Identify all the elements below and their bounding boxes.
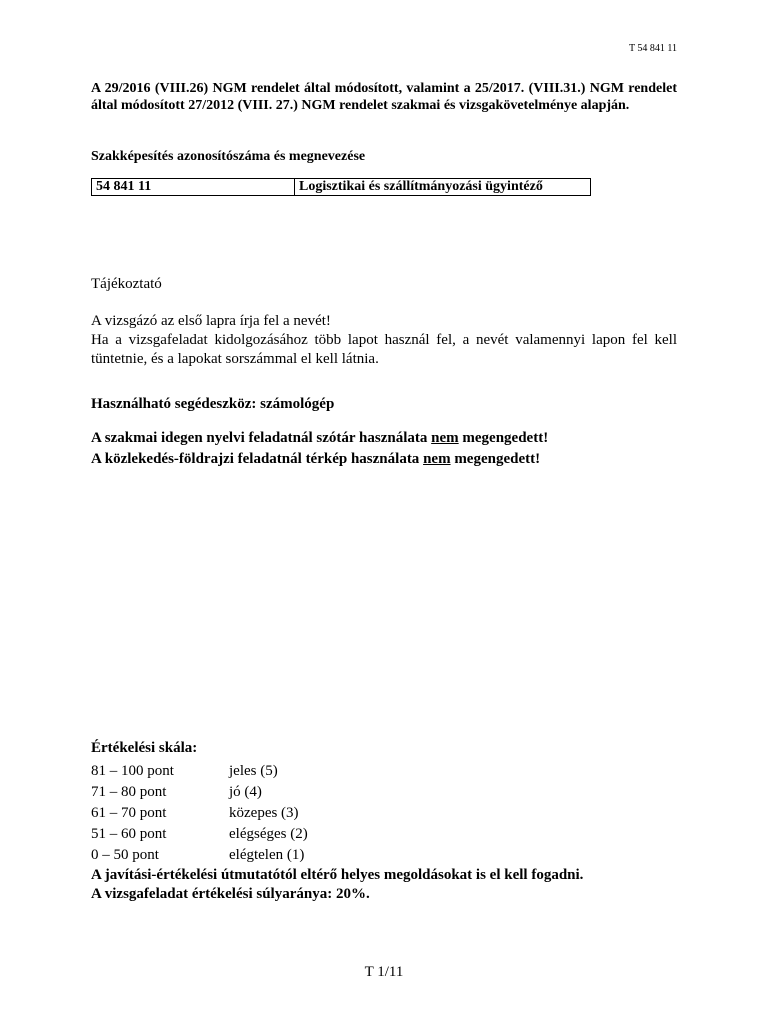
scale-range: 71 – 80 pont [91, 784, 167, 800]
warning-text-end: megengedett! [458, 430, 549, 446]
scale-range: 0 – 50 pont [91, 847, 159, 863]
info-body [91, 312, 677, 369]
scale-grade: jeles (5) [229, 763, 278, 779]
page-number: T 1/11 [364, 964, 404, 980]
qualification-table [91, 178, 591, 196]
map-warning [91, 451, 540, 468]
info-line-1: A vizsgázó az első lapra írja fel a nevét! [91, 313, 331, 329]
info-heading: Tájékoztató [91, 276, 162, 292]
scale-row [91, 761, 308, 782]
grading-scale-title: Értékelési skála: [91, 740, 198, 756]
final-notes [91, 866, 583, 904]
document-code: T 54 841 11 [628, 43, 677, 54]
weight-note: A vizsgafeladat értékelési súlyaránya: 20%. [91, 886, 370, 902]
scale-range: 51 – 60 pont [91, 826, 167, 842]
regulation-intro: A 29/2016 (VIII.26) NGM rendelet által módosított, valamint a 25/2017. (VIII.31.) NGM rendelet által módosított 27/2012 (VIII. 27.) NGM rendelet szakmai és vizsgakövetelménye alapján. [91, 81, 677, 113]
warning-negation: nem [423, 451, 451, 467]
qualification-name: Logisztikai és szállítmányozási ügyintéző [295, 179, 591, 196]
dictionary-warning [91, 430, 548, 447]
scale-range: 61 – 70 pont [91, 805, 167, 821]
allowed-tools: Használható segédeszköz: számológép [91, 396, 335, 412]
scale-range: 81 – 100 pont [91, 763, 174, 779]
grading-scale [91, 761, 308, 866]
scale-row [91, 803, 308, 824]
scale-grade: közepes (3) [229, 805, 299, 821]
scale-grade: jó (4) [229, 784, 262, 800]
qualification-row [92, 179, 591, 196]
scale-grade: elégséges (2) [229, 826, 308, 842]
alternative-solutions-note: A javítási-értékelési útmutatótól eltérő helyes megoldásokat is el kell fogadni. [91, 867, 584, 883]
info-line-2: Ha a vizsgafeladat kidolgozásához több lapot használ fel, a nevét valamennyi lapon fel kell tüntetnie, és a lapokat sorszámmal el kell látnia. [91, 332, 677, 367]
scale-row [91, 845, 308, 866]
scale-grade: elégtelen (1) [229, 847, 305, 863]
warning-text-end: megengedett! [450, 451, 541, 467]
warning-text: A szakmai idegen nyelvi feladatnál szótár használata [91, 430, 432, 446]
qualification-code: 54 841 11 [92, 179, 295, 196]
warning-text: A közlekedés-földrajzi feladatnál térkép használata [91, 451, 424, 467]
warning-negation: nem [431, 430, 459, 446]
scale-row [91, 782, 308, 803]
qualification-heading: Szakképesítés azonosítószáma és megnevezése [91, 149, 366, 164]
scale-row [91, 824, 308, 845]
